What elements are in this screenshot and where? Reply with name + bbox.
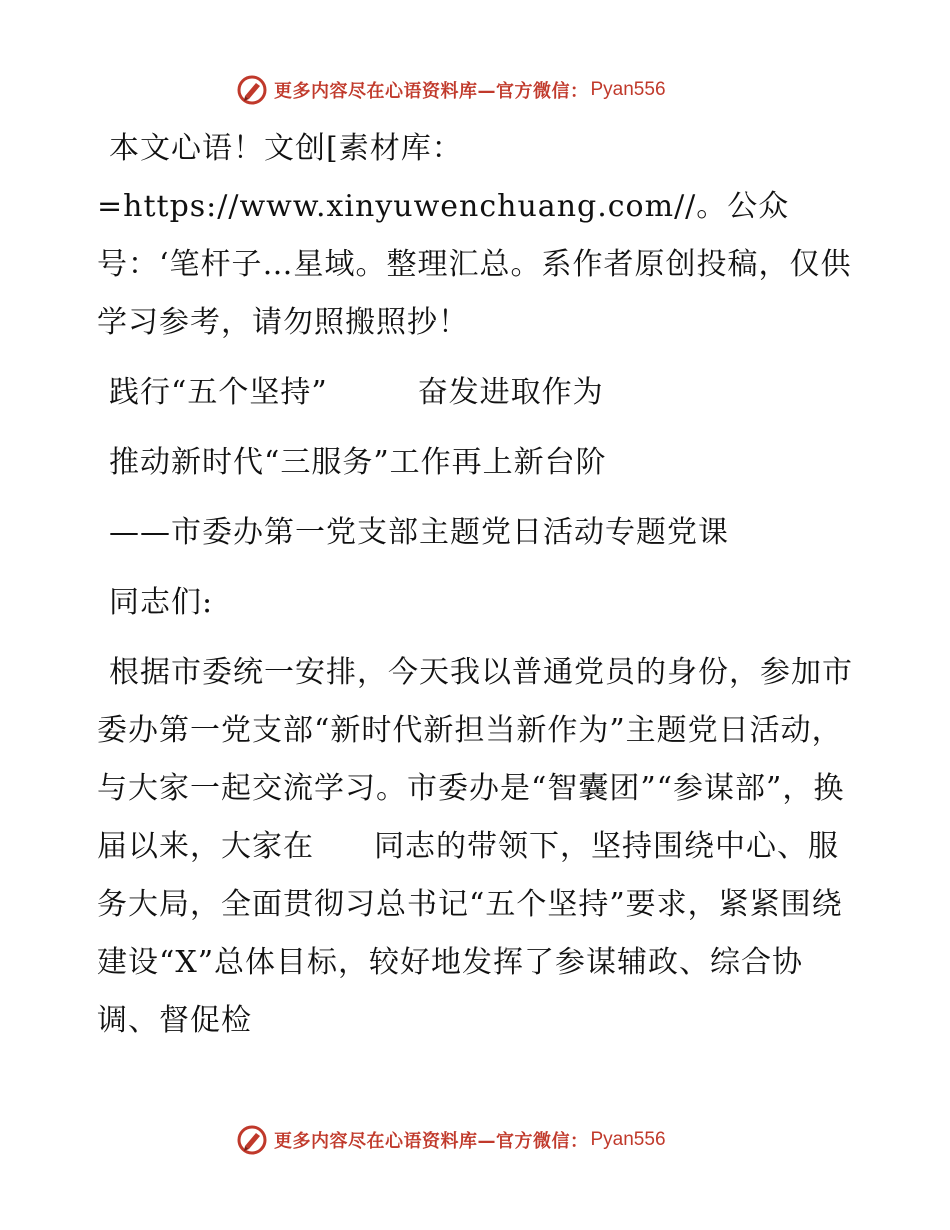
greeting: 同志们: — [109, 585, 214, 620]
body-part-1: 根据市委统一安排，今天我以普通党员的身份，参加市委办第一党支部“新时代新担当新作为”主题党日活动，与大家一起交流学习。市委办是“智囊团”“参谋部”，换届以来，大家在 — [97, 655, 853, 864]
title-line-2: 推动新时代“三服务”工作再上新台阶 — [109, 445, 607, 480]
pen-logo-icon — [236, 1124, 268, 1156]
pen-logo-icon — [236, 74, 268, 106]
title-part-2: 奋发进取作为 — [417, 375, 604, 410]
subtitle: ——市委办第一党支部主题党日活动专题党课 — [109, 515, 729, 550]
banner-text: 更多内容尽在心语资料库—官方微信： — [274, 1131, 589, 1152]
banner-text: 更多内容尽在心语资料库—官方微信： — [274, 81, 589, 102]
body-paragraph — [97, 644, 857, 1050]
banner-account: Pyan556 — [590, 79, 666, 100]
body-part-2: 同志的带领下，坚持围绕中心、服务大局，全面贯彻习总书记“五个坚持”要求，紧紧围绕建设“X”总体目标，较好地发挥了参谋辅政、综合协调、督促检 — [97, 829, 843, 1038]
intro-paragraph: 本文心语！文创[素材库：=https://www.xinyuwenchuang.com//。公众号：‘笔杆子…星域。整理汇总。系作者原创投稿，仅供学习参考，请勿照搬照抄！ — [97, 131, 852, 340]
document-body — [97, 120, 857, 1050]
title-line-1 — [97, 364, 857, 422]
title-part-1: 践行“五个坚持” — [109, 375, 328, 410]
banner-account: Pyan556 — [590, 1129, 666, 1150]
header-watermark-banner — [236, 72, 756, 108]
footer-watermark-banner — [236, 1122, 756, 1158]
